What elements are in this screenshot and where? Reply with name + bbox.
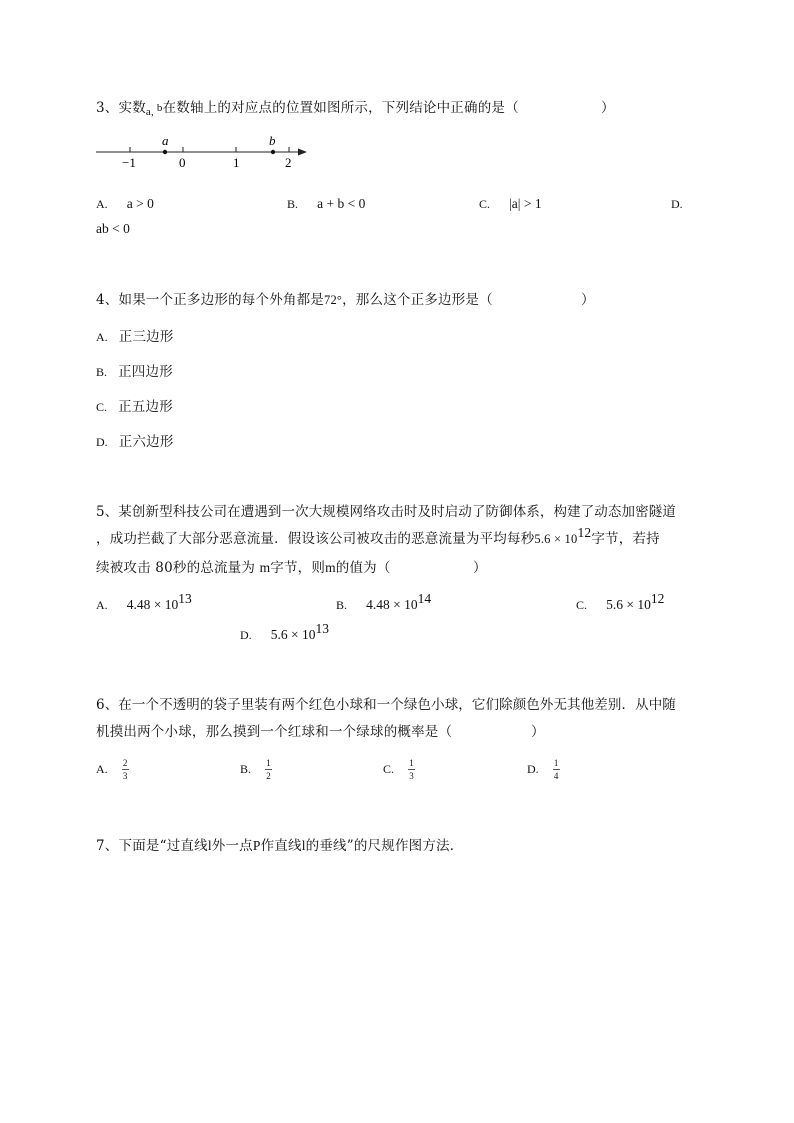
- q5-line3-mid: 字节，则: [270, 560, 326, 576]
- q6-option-c[interactable]: [383, 758, 415, 781]
- q6-stem-line2: 机摸出两个小球，那么摸到一个红球和一个绿球的概率是（: [96, 724, 453, 740]
- option-letter: A.: [96, 197, 108, 211]
- option-text: a > 0: [126, 196, 154, 211]
- q5-stem-line1: [96, 500, 676, 520]
- q6-option-b[interactable]: [240, 758, 272, 781]
- option-exp: 13: [178, 591, 192, 606]
- q7-number: 7、: [96, 838, 119, 854]
- q3-var-b: b: [156, 102, 163, 114]
- q5-close-paren: ）: [473, 560, 487, 576]
- q5-line3-post: 的值为（: [335, 560, 391, 576]
- q4-number: 4、: [96, 292, 119, 308]
- q5-var-m: m: [259, 560, 271, 575]
- q3-stem: [96, 96, 519, 116]
- fraction-bar: [265, 769, 272, 770]
- q3-stem-post: 在数轴上的对应点的位置如图所示，下列结论中正确的是（: [162, 100, 519, 116]
- q3-var-a: a: [145, 106, 151, 118]
- q6-number: 6、: [96, 697, 119, 713]
- option-text: 正三边形: [118, 329, 174, 345]
- q3-option-b[interactable]: [287, 193, 365, 212]
- option-letter: D.: [96, 435, 108, 449]
- q5-line2-pre: ，成功拦截了大部分恶意流量．假设该公司被攻击的恶意流量为平均每秒: [96, 531, 535, 547]
- fraction-numerator: 1: [409, 758, 414, 768]
- fraction-denominator: 4: [553, 771, 559, 781]
- q5-line2-post: 字节，若持: [591, 531, 660, 547]
- q5-rate-base: 5.6 × 10: [534, 532, 578, 546]
- tick-label-0: 0: [179, 155, 186, 170]
- number-line: [90, 130, 320, 172]
- option-letter: A.: [96, 762, 108, 776]
- tick-label-2: 2: [285, 155, 292, 170]
- option-text: 正四边形: [118, 364, 173, 380]
- q5-var-m-2: m: [325, 560, 336, 575]
- option-base: 5.6 × 10: [270, 627, 316, 642]
- q3-stem-pre: 实数: [118, 100, 146, 116]
- fraction-bar: [408, 769, 415, 770]
- q5-option-d[interactable]: [240, 621, 330, 643]
- q4-option-c[interactable]: [96, 395, 173, 415]
- q4-option-b[interactable]: [96, 360, 173, 380]
- tick-label-minus-1: −1: [122, 155, 136, 170]
- option-letter: B.: [336, 598, 348, 612]
- fraction-numerator: 1: [266, 758, 271, 768]
- option-exp: 14: [417, 591, 432, 606]
- q7-stem-pre: 下面是“过直线: [118, 838, 208, 854]
- q4-close-paren: ）: [581, 292, 595, 308]
- q5-option-c[interactable]: [576, 591, 665, 613]
- q6-line1-text: 在一个不透明的袋子里装有两个红色小球和一个绿色小球，它们除颜色外无其他差别．从中随: [118, 697, 676, 713]
- fraction-denominator: 3: [122, 771, 128, 781]
- option-text: a + b < 0: [317, 196, 366, 211]
- q7-stem-mid1: 外一点: [211, 838, 253, 854]
- q4-stem: [96, 288, 493, 308]
- tick-label-1: 1: [233, 155, 240, 170]
- point-a-label: a: [162, 133, 169, 148]
- q5-stem-line2: [96, 527, 660, 547]
- q6-option-a[interactable]: [96, 758, 129, 781]
- option-base: 4.48 × 10: [126, 597, 179, 612]
- q6-close-paren: ）: [531, 724, 545, 740]
- option-letter: A.: [96, 598, 108, 612]
- option-text: |a| > 1: [509, 196, 542, 211]
- q7-stem-post: 的垂线”的尺规作图方法．: [305, 838, 464, 854]
- option-letter: B.: [96, 365, 108, 379]
- q7-var-l: l: [207, 838, 212, 853]
- option-letter: D.: [671, 197, 683, 211]
- q7-var-l-2: l: [301, 838, 306, 853]
- q4-stem-pre: 如果一个正多边形的每个外角都是: [118, 292, 324, 308]
- q4-angle: 72°: [324, 293, 343, 307]
- q7-stem-mid2: 作直线: [260, 838, 302, 854]
- q7-stem: [96, 834, 463, 854]
- q7-var-p: P: [252, 838, 261, 853]
- q3-number: 3、: [96, 100, 119, 116]
- option-base: 5.6 × 10: [606, 597, 651, 612]
- point-a: [163, 150, 167, 154]
- q3-option-a[interactable]: [96, 193, 154, 212]
- option-letter: C.: [576, 598, 588, 612]
- option-exp: 12: [650, 591, 665, 606]
- point-b: [271, 150, 275, 154]
- q6-option-d[interactable]: [527, 758, 560, 781]
- option-letter: C.: [383, 762, 395, 776]
- option-letter: C.: [96, 400, 108, 414]
- option-letter: C.: [479, 197, 491, 211]
- q4-option-a[interactable]: [96, 325, 174, 345]
- q4-stem-post: ，那么这个正多边形是（: [342, 292, 493, 308]
- option-letter: D.: [240, 628, 252, 642]
- q5-line1-text: 某创新型科技公司在遭遇到一次大规模网络攻击时及时启动了防御体系，构建了动态加密隧道: [118, 504, 676, 520]
- q3-option-d-text: ab < 0: [96, 221, 130, 236]
- option-letter: A.: [96, 330, 108, 344]
- fraction-numerator: 1: [553, 758, 559, 768]
- option-letter: B.: [240, 762, 252, 776]
- q6-stem-line1: [96, 693, 676, 713]
- q5-option-a[interactable]: [96, 591, 192, 613]
- q5-number: 5、: [96, 504, 119, 520]
- point-b-label: b: [269, 133, 276, 148]
- q3-option-c[interactable]: [479, 193, 542, 212]
- q4-option-d[interactable]: [96, 430, 174, 450]
- option-text: 正五边形: [118, 399, 173, 415]
- fraction-denominator: 3: [409, 771, 414, 781]
- option-fraction: [265, 758, 272, 781]
- q5-option-b[interactable]: [336, 591, 432, 613]
- option-fraction: [408, 758, 415, 781]
- q5-stem-line3: [96, 556, 391, 576]
- option-base: 4.48 × 10: [366, 597, 418, 612]
- option-exp: 13: [315, 621, 330, 636]
- fraction-bar: [122, 769, 129, 770]
- option-fraction: [553, 758, 560, 781]
- option-letter: B.: [287, 197, 299, 211]
- q3-var-sep: ,: [151, 106, 157, 118]
- q3-close-paren: ）: [601, 100, 615, 116]
- fraction-bar: [553, 769, 560, 770]
- number-line-arrow: [298, 149, 307, 156]
- q5-line3-pre: 续被攻击 80秒的总流量为: [96, 560, 260, 576]
- option-letter: D.: [527, 762, 539, 776]
- q5-rate-exp: 12: [577, 525, 592, 540]
- fraction-denominator: 2: [266, 771, 271, 781]
- q3-option-d-letter[interactable]: [671, 193, 683, 212]
- option-text: 正六边形: [118, 434, 174, 450]
- option-fraction: [122, 758, 129, 781]
- fraction-numerator: 2: [122, 758, 128, 768]
